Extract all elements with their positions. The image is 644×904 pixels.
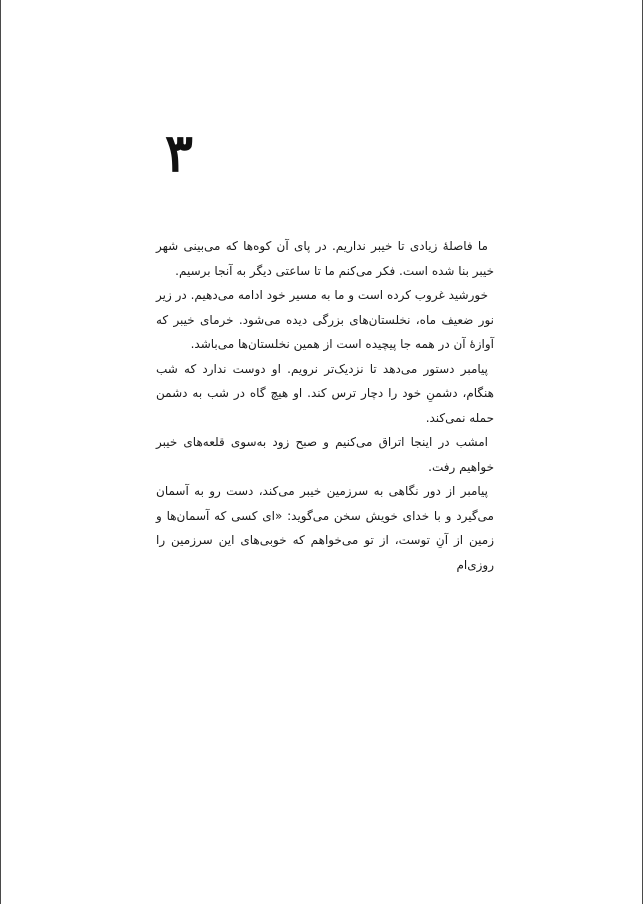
paragraph: امشب در اینجا اتراق می‌کنیم و صبح زود به‌سوی قلعه‌های خیبر خواهیم رفت. bbox=[156, 435, 494, 474]
paragraph: پیامبر از دور نگاهی به سرزمین خیبر می‌کند، دست رو به آسمان می‌گیرد و با خدای خویش سخن می‌گوید: «ای کسی که آسمان‌ها و زمین از آنِ توست، از تو می‌خواهم که خوبی‌های این سرزمین را روزی‌ام bbox=[156, 484, 494, 572]
chapter-number: ۳ bbox=[165, 123, 193, 184]
chapter-body bbox=[156, 234, 494, 577]
paragraph: پیامبر دستور می‌دهد تا نزدیک‌تر نرویم. او دوست ندارد که شب هنگام، دشمنِ خود را دچار ترس کند. او هیچ گاه در شب به دشمن حمله نمی‌کند. bbox=[156, 361, 494, 425]
paragraph: خورشید غروب کرده است و ما به مسیر خود ادامه می‌دهیم. در زیر نور ضعیف ماه، نخلستان‌های بزرگی دیده می‌شود. خرمای خیبر که آوازهٔ آن در همه جا پیچیده است از همین نخلستان‌ها می‌باشد. bbox=[156, 288, 494, 351]
paragraph: ما فاصلهٔ زیادی تا خیبر نداریم. در پای آن کوه‌ها که می‌بینی شهر خیبر بنا شده است. فکر می‌کنم ما تا ساعتی دیگر به آنجا برسیم. bbox=[156, 239, 494, 278]
